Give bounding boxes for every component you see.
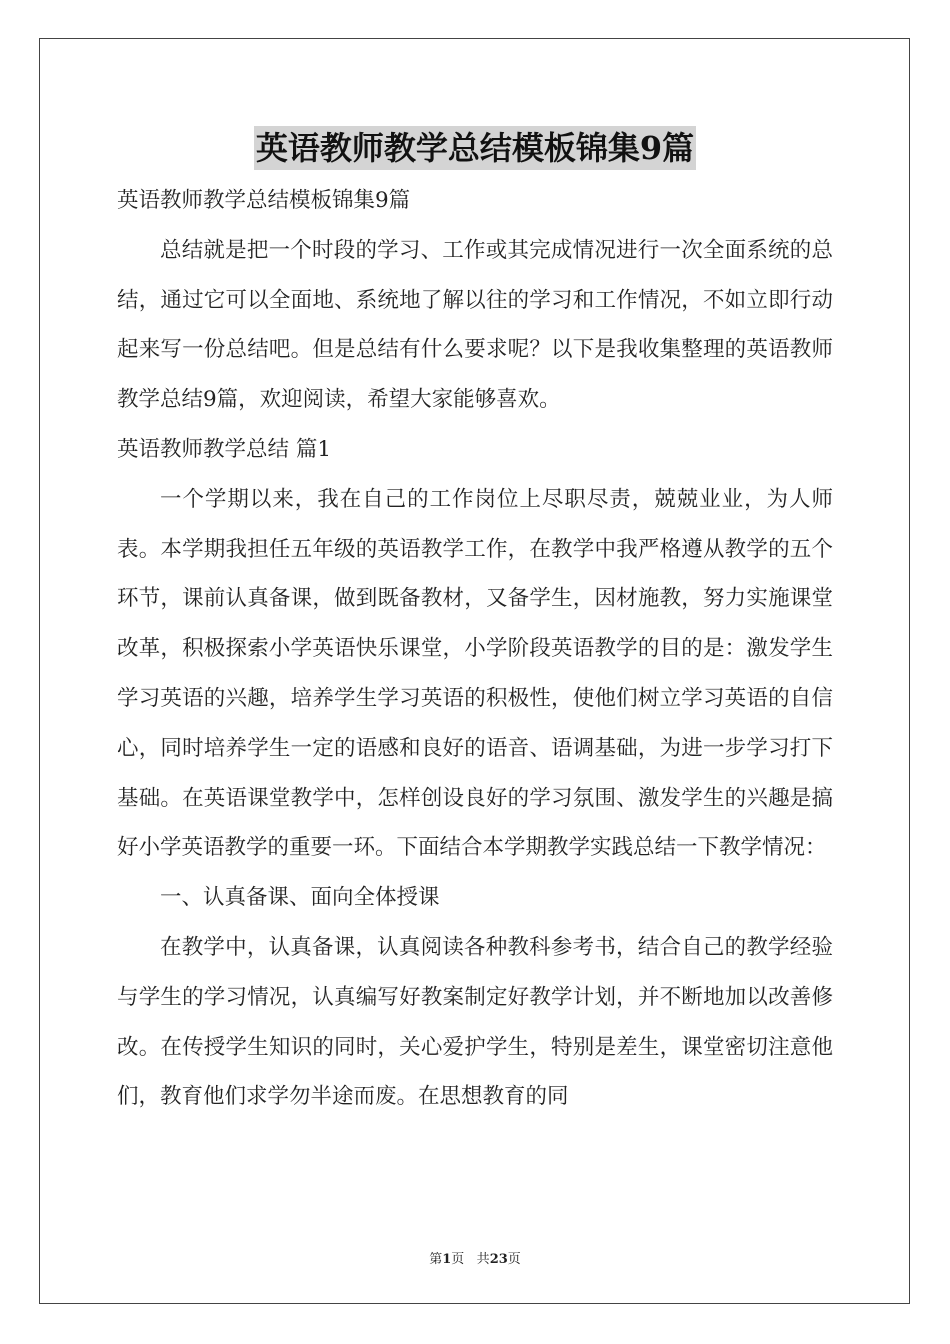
- document-title: 英语教师教学总结模板锦集9篇: [254, 126, 696, 170]
- footer-total-prefix: 共: [476, 1252, 490, 1267]
- paragraph: 英语教师教学总结 篇1: [117, 436, 332, 462]
- footer-page-prefix: 第: [429, 1252, 443, 1267]
- footer-page-number: 1: [442, 1252, 452, 1267]
- paragraph: 英语教师教学总结模板锦集9篇: [117, 188, 411, 213]
- paragraph: 总结就是把一个时段的学习、工作或其完成情况进行一次全面系统的总结，通过它可以全面地、系统地了解以往的学习和工作情况，不如立即行动起来写一份总结吧。但是总结有什么要求呢？以下是我收集整理的英语教师教学总结9篇，欢迎阅读，希望大家能够喜欢。: [117, 237, 833, 413]
- paragraph: 一个学期以来，我在自己的工作岗位上尽职尽责，兢兢业业，为人师表。本学期我担任五年级的英语教学工作，在教学中我严格遵从教学的五个环节，课前认真备课，做到既备教材，又备学生，因材施教，努力实施课堂改革，积极探索小学英语快乐课堂，小学阶段英语教学的目的是：激发学生学习英语的兴趣，培养学生学习英语的积极性，使他们树立学习英语的自信心，同时培养学生一定的语感和良好的语音、语调基础，为进一步学习打下基础。在英语课堂教学中，怎样创设良好的学习氛围、激发学生的兴趣是搞好小学英语教学的重要一环。下面结合本学期教学实践总结一下教学情况：: [117, 486, 833, 861]
- page-footer: [0, 1248, 950, 1267]
- document-body: [117, 176, 833, 1122]
- footer-total-suffix: 页: [507, 1252, 521, 1267]
- footer-page-suffix: 页: [451, 1252, 465, 1267]
- document-title-wrapper: [0, 126, 950, 177]
- paragraph: 在教学中，认真备课，认真阅读各种教科参考书，结合自己的教学经验与学生的学习情况，认真编写好教案制定好教学计划，并不断地加以改善修改。在传授学生知识的同时，关心爱护学生，特别是差生，课堂密切注意他们，教育他们求学勿半途而废。在思想教育的同: [117, 934, 833, 1110]
- paragraph: 一、认真备课、面向全体授课: [160, 885, 440, 911]
- footer-total-pages: 23: [489, 1252, 508, 1267]
